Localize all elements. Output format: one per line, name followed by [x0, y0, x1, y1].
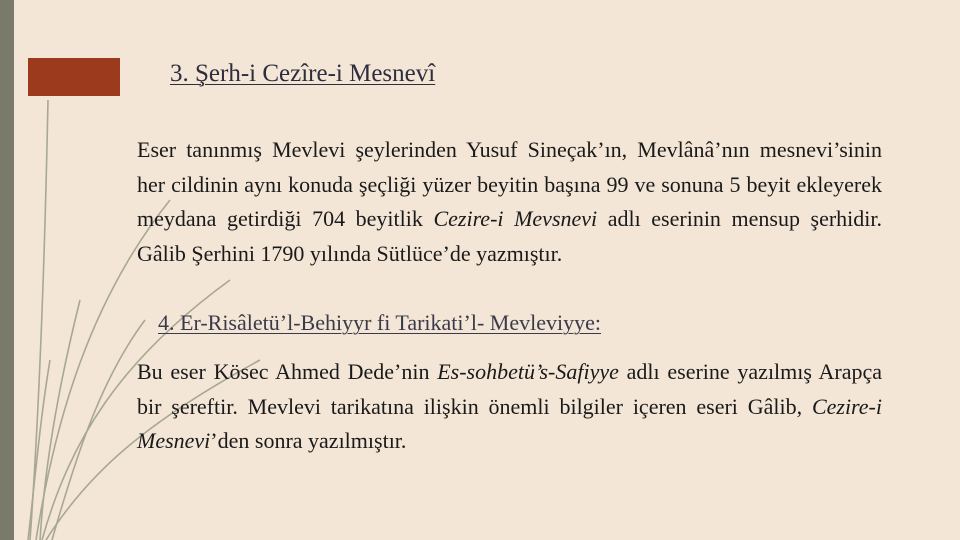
paragraph-2-text-b: adlı eserine yazılmış Arapça bir şereftir. Mevlevi tarikatına ilişkin önemli bilgiler içeren eseri Gâlib,	[137, 359, 882, 419]
paragraph-1-italic: Cezire-i Mevsnevi	[433, 206, 598, 231]
slide-title: 3. Şerh-i Cezîre-i Mesnevî	[170, 60, 436, 87]
section-heading-4: 4. Er-Risâletü’l-Behiyyr fi Tarikati’l- Mevleviyye:	[158, 310, 601, 335]
paragraph-2-text-a: Bu eser Kösec Ahmed Dede’nin	[137, 359, 438, 384]
paragraph-2	[137, 355, 882, 459]
paragraph-2-italic-a: Es-sohbetü’s-Safiyye	[437, 359, 619, 384]
paragraph-1-text-b: adlı eserinin mensup şerhidir. Gâlib Şerhini 1790 yılında Sütlüce’de yazmıştır.	[137, 206, 882, 266]
paragraph-2-italic-b: Cezire-i Mesnevi	[137, 393, 882, 453]
left-accent-bar	[0, 0, 14, 540]
title-accent-tab	[28, 58, 120, 96]
paragraph-1-text-a: Eser tanınmış Mevlevi şeylerinden Yusuf Sineçak’ın, Mevlânâ’nın mesnevi’sinin her cildinin aynı konuda şeçliği yüzer beyitin başına 99 ve sonuna 5 beyit ekleyerek meydana getirdiği 704 beyitlik	[137, 137, 882, 231]
paragraph-2-text-c: ’den sonra yazılmıştır.	[210, 428, 407, 453]
paragraph-1	[137, 133, 882, 271]
